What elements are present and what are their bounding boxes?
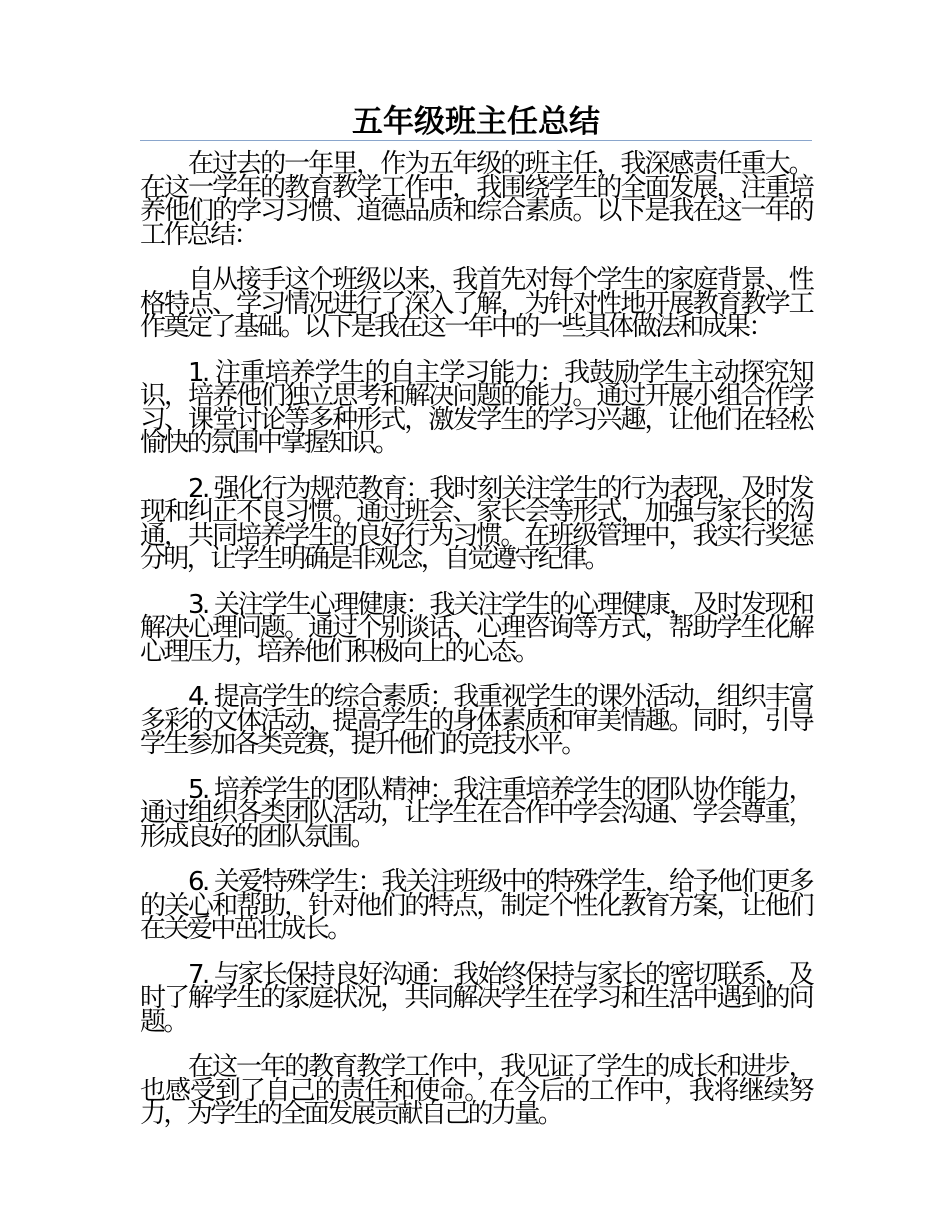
document-page xyxy=(140,104,812,1149)
paragraph-intro: 在过去的一年里，作为五年级的班主任，我深感责任重大。在这一学年的教育教学工作中，我围绕学生的全面发展，注重培养他们的学习习惯、道德品质和综合素质。以下是我在这一年的工作总结： xyxy=(140,149,812,250)
paragraph-item-5: 5. 培养学生的团队精神：我注重培养学生的团队协作能力，通过组织各类团队活动，让学生在合作中学会沟通、学会尊重，形成良好的团队氛围。 xyxy=(140,774,812,852)
paragraph-background: 自从接手这个班级以来，我首先对每个学生的家庭背景、性格特点、学习情况进行了深入了解，为针对性地开展教育教学工作奠定了基础。以下是我在这一年中的一些具体做法和成果： xyxy=(140,265,812,342)
paragraph-item-4: 4. 提高学生的综合素质：我重视学生的课外活动，组织丰富多彩的文体活动，提高学生的身体素质和审美情趣。同时，引导学生参加各类竞赛，提升他们的竞技水平。 xyxy=(140,682,812,759)
paragraph-item-1: 1. 注重培养学生的自主学习能力：我鼓励学生主动探究知识，培养他们独立思考和解决问题的能力。通过开展小组合作学习、课堂讨论等多种形式，激发学生的学习兴趣，让他们在轻松愉快的氛围中掌握知识。 xyxy=(140,357,812,458)
paragraph-item-7: 7. 与家长保持良好沟通：我始终保持与家长的密切联系，及时了解学生的家庭状况，共同解决学生在学习和生活中遇到的问题。 xyxy=(140,959,812,1037)
paragraph-item-6: 6. 关爱特殊学生：我关注班级中的特殊学生，给予他们更多的关心和帮助，针对他们的特点，制定个性化教育方案，让他们在关爱中茁壮成长。 xyxy=(140,867,812,944)
paragraph-conclusion: 在这一年的教育教学工作中，我见证了学生的成长和进步，也感受到了自己的责任和使命。在今后的工作中，我将继续努力，为学生的全面发展贡献自己的力量。 xyxy=(140,1052,812,1129)
document-title: 五年级班主任总结 xyxy=(140,104,812,141)
paragraph-item-2: 2. 强化行为规范教育：我时刻关注学生的行为表现，及时发现和纠正不良习惯。通过班会、家长会等形式，加强与家长的沟通，共同培养学生的良好行为习惯。在班级管理中，我实行奖惩分明，让学生明确是非观念，自觉遵守纪律。 xyxy=(140,473,812,574)
paragraph-item-3: 3. 关注学生心理健康：我关注学生的心理健康，及时发现和解决心理问题。通过个别谈话、心理咨询等方式，帮助学生化解心理压力，培养他们积极向上的心态。 xyxy=(140,589,812,667)
